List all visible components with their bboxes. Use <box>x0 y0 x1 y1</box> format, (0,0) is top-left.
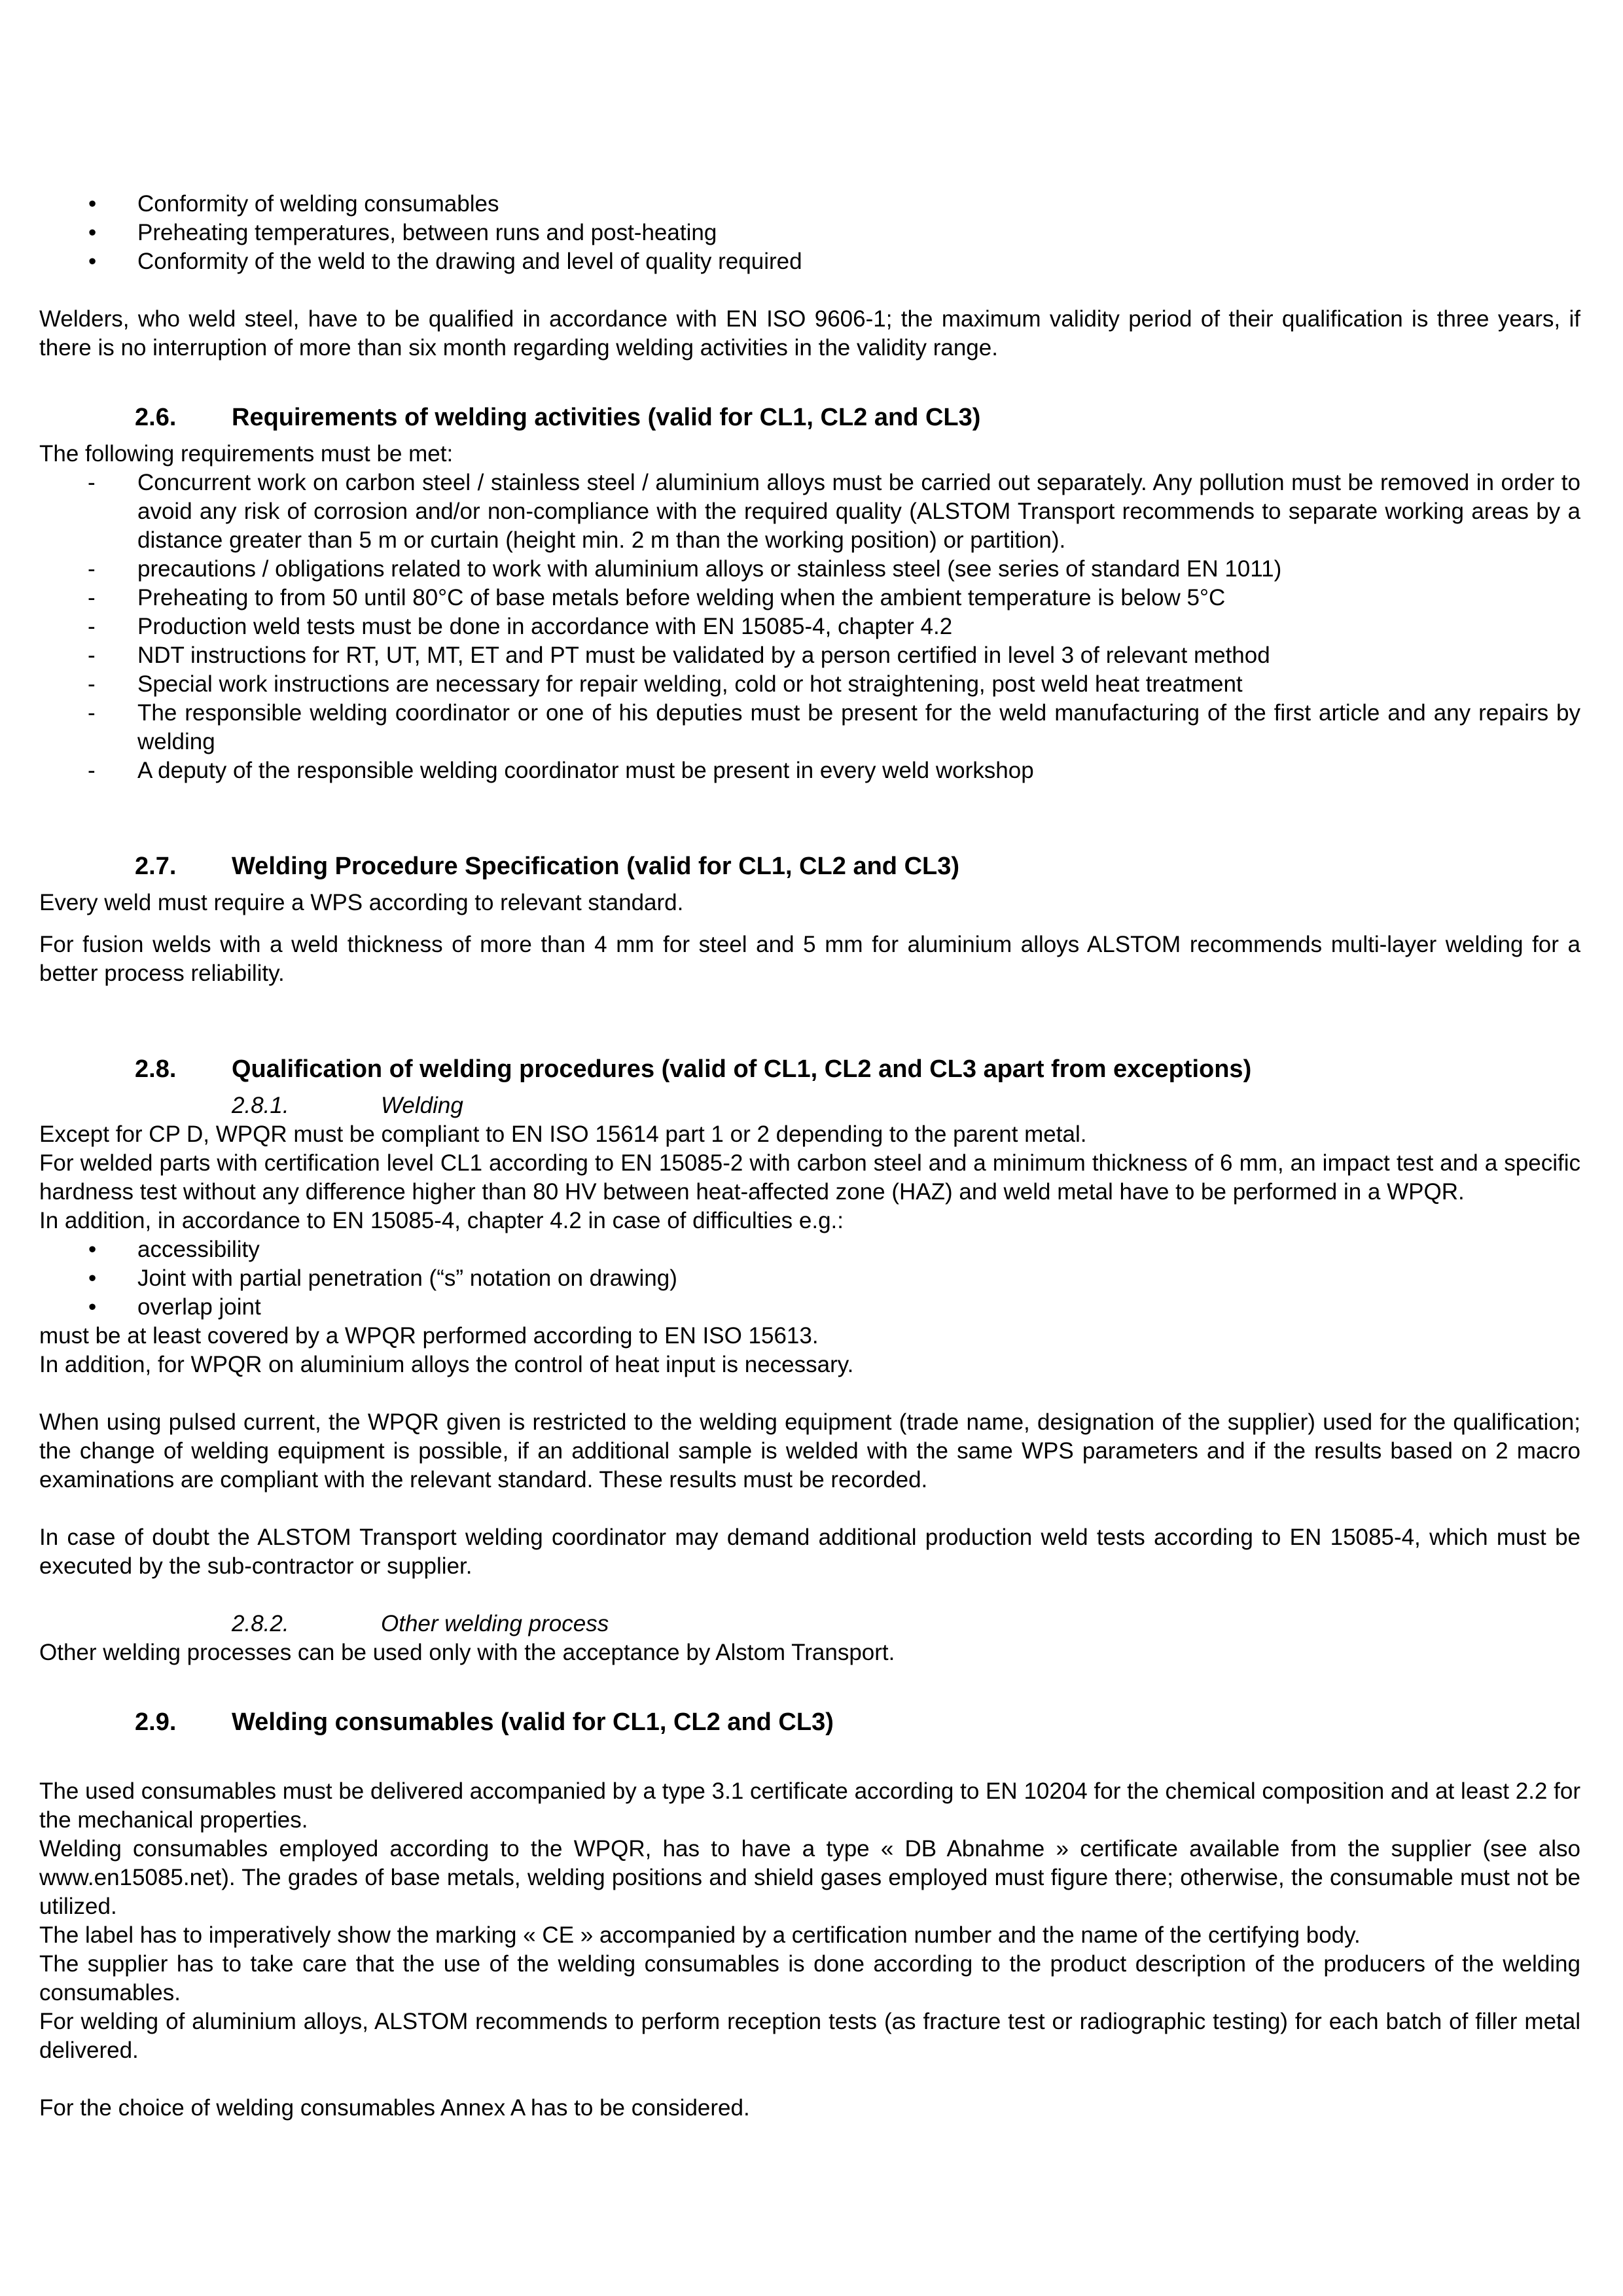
document-page <box>39 190 1580 2123</box>
section-title: Welding consumables (valid for CL1, CL2 and CL3) <box>232 1708 834 1736</box>
subsection-heading-2-8-2 <box>39 1610 1580 1638</box>
section-heading-2-9 <box>39 1706 1580 1738</box>
requirement-item: - Production weld tests must be done in accordance with EN 15085-4, chapter 4.2 <box>39 612 1580 641</box>
requirement-item: - A deputy of the responsible welding coordinator must be present in every weld workshop <box>39 756 1580 785</box>
section-heading-2-8 <box>39 1053 1580 1085</box>
paragraph: For welded parts with certification level CL1 according to EN 15085-2 with carbon steel and a minimum thickness of 6 mm, an impact test and a specific hardness test without any difference higher than 80 HV between heat-affected zone (HAZ) and weld metal have to be performed in a WPQR. <box>39 1150 1580 1205</box>
paragraph: In addition, for WPQR on aluminium alloys the control of heat input is necessary. <box>39 1352 854 1377</box>
requirement-item: - The responsible welding coordinator or one of his deputies must be present for the weld manufacturing of the first article and any repairs by welding <box>39 699 1580 756</box>
requirement-item: - Preheating to from 50 until 80°C of base metals before welding when the ambient temperature is below 5°C <box>39 584 1580 612</box>
welders-paragraph: Welders, who weld steel, have to be qualified in accordance with EN ISO 9606-1; the maximum validity period of their qualification is three years, if there is no interruption of more than six month regarding welding activities in the validity range. <box>39 306 1580 361</box>
subsection-title: Other welding process <box>381 1611 609 1636</box>
subsection-number: 2.8.1. <box>232 1093 289 1118</box>
section-title: Welding Procedure Specification (valid for CL1, CL2 and CL3) <box>232 853 960 880</box>
difficulties-bullet-list <box>39 1235 1580 1322</box>
paragraph: Welding consumables employed according to the WPQR, has to have a type « DB Abnahme » certificate available from the supplier (see also www.en15085.net). The grades of base metals, welding positions and shield gases employed must figure there; otherwise, the consumable must not be utilized. <box>39 1836 1580 1919</box>
section-intro: The following requirements must be met: <box>39 441 454 467</box>
bullet-item: • Conformity of welding consumables <box>39 190 1580 219</box>
bullet-item: • Joint with partial penetration (“s” notation on drawing) <box>39 1264 1580 1293</box>
paragraph: Other welding processes can be used only with the acceptance by Alstom Transport. <box>39 1640 895 1665</box>
intro-bullet-list <box>39 190 1580 276</box>
bullet-item: • accessibility <box>39 1235 1580 1264</box>
paragraph: The used consumables must be delivered accompanied by a type 3.1 certificate according to EN 10204 for the chemical composition and at least 2.2 for the mechanical properties. <box>39 1778 1580 1833</box>
requirement-item: - precautions / obligations related to work with aluminium alloys or stainless steel (see series of standard EN 1011) <box>39 555 1580 584</box>
paragraph: When using pulsed current, the WPQR given is restricted to the welding equipment (trade name, designation of the supplier) used for the qualification; the change of welding equipment is possible, if an additional sample is welded with the same WPS parameters and if the results based on 2 macro examinations are compliant with the relevant standard. These results must be recorded. <box>39 1409 1580 1492</box>
paragraph: The label has to imperatively show the marking « CE » accompanied by a certification number and the name of the certifying body. <box>39 1922 1361 1948</box>
bullet-item: • Conformity of the weld to the drawing and level of quality required <box>39 247 1580 276</box>
bullet-item: • overlap joint <box>39 1293 1580 1322</box>
paragraph: For fusion welds with a weld thickness of more than 4 mm for steel and 5 mm for aluminium alloys ALSTOM recommends multi-layer welding for a better process reliability. <box>39 932 1580 986</box>
subsection-title: Welding <box>381 1093 463 1118</box>
paragraph: In case of doubt the ALSTOM Transport welding coordinator may demand additional production weld tests according to EN 15085-4, which must be executed by the sub-contractor or supplier. <box>39 1525 1580 1579</box>
paragraph: Except for CP D, WPQR must be compliant to EN ISO 15614 part 1 or 2 depending to the parent metal. <box>39 1122 1087 1147</box>
paragraph: For the choice of welding consumables Annex A has to be considered. <box>39 2095 750 2121</box>
section-number: 2.6. <box>135 404 177 431</box>
section-number: 2.9. <box>135 1708 177 1736</box>
section-heading-2-6 <box>39 402 1580 433</box>
subsection-number: 2.8.2. <box>232 1611 289 1636</box>
requirement-item: - Concurrent work on carbon steel / stainless steel / aluminium alloys must be carried out separately. Any pollution must be removed in order to avoid any risk of corrosion and/or non-compliance with the required quality (ALSTOM Transport recommends to separate working areas by a distance greater than 5 m or curtain (height min. 2 m than the working position) or partition). <box>39 468 1580 555</box>
requirements-list <box>39 468 1580 785</box>
section-heading-2-7 <box>39 851 1580 882</box>
paragraph: Every weld must require a WPS according to relevant standard. <box>39 890 684 915</box>
paragraph: The supplier has to take care that the use of the welding consumables is done according to the product description of the producers of the welding consumables. <box>39 1951 1580 2005</box>
requirement-item: - NDT instructions for RT, UT, MT, ET and PT must be validated by a person certified in level 3 of relevant method <box>39 641 1580 670</box>
subsection-heading-2-8-1 <box>39 1091 1580 1120</box>
section-number: 2.8. <box>135 1055 177 1083</box>
paragraph: must be at least covered by a WPQR performed according to EN ISO 15613. <box>39 1323 819 1349</box>
requirement-item: - Special work instructions are necessary for repair welding, cold or hot straightening, post weld heat treatment <box>39 670 1580 699</box>
bullet-item: • Preheating temperatures, between runs and post-heating <box>39 219 1580 247</box>
paragraph: For welding of aluminium alloys, ALSTOM recommends to perform reception tests (as fracture test or radiographic testing) for each batch of filler metal delivered. <box>39 2009 1580 2063</box>
section-number: 2.7. <box>135 853 177 880</box>
section-title: Qualification of welding procedures (valid of CL1, CL2 and CL3 apart from exceptions) <box>232 1055 1252 1083</box>
section-title: Requirements of welding activities (valid for CL1, CL2 and CL3) <box>232 404 981 431</box>
paragraph: In addition, in accordance to EN 15085-4, chapter 4.2 in case of difficulties e.g.: <box>39 1208 844 1233</box>
